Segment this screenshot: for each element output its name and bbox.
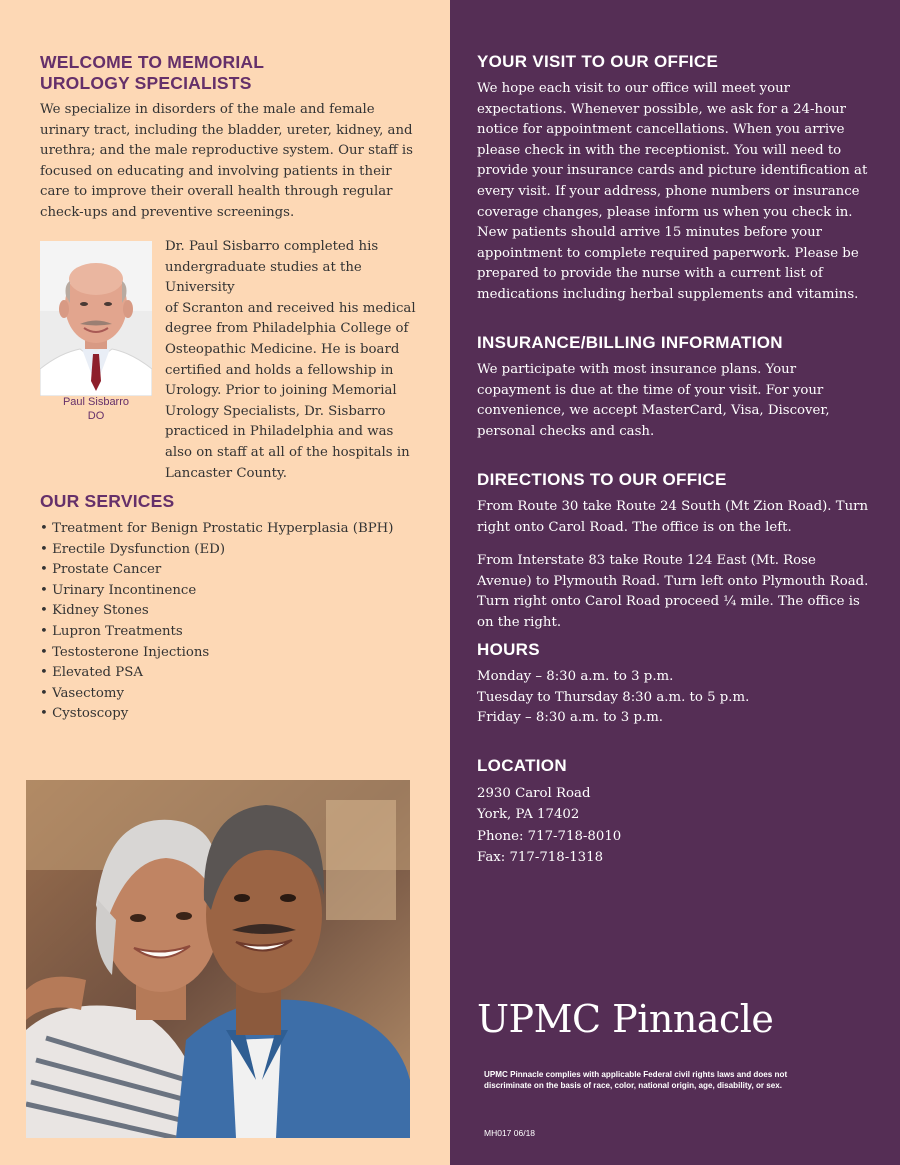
right-column [450,0,900,1165]
insurance-heading: INSURANCE/BILLING INFORMATION [477,333,783,352]
list-item: • Kidney Stones [40,601,420,622]
insurance-paragraph: We participate with most insurance plans. Your copayment is due at the time of your visit. For your convenience, we accept MasterCard, Visa, Discover, personal checks and cash. [477,362,830,439]
services-heading: OUR SERVICES [40,491,175,511]
directions-paragraph-1: From Route 30 take Route 24 South (Mt Zion Road). Turn right onto Carol Road. The office is on the left. [477,499,869,535]
welcome-heading: WELCOME TO MEMORIAL UROLOGY SPECIALISTS [40,52,265,93]
couple-photo [26,780,410,1138]
directions-heading: DIRECTIONS TO OUR OFFICE [477,470,727,489]
hours-heading: HOURS [477,640,540,659]
list-item: • Prostate Cancer [40,560,420,581]
address-phone: Phone: 717-718-8010 [477,828,622,844]
location-address [477,783,872,868]
directions-paragraph-2: From Interstate 83 take Route 124 East (Mt. Rose Avenue) to Plymouth Road. Turn left onto Plymouth Road. Turn right onto Carol Road proceed ¼ mile. The office is on the right. [477,553,869,630]
list-item: • Erectile Dysfunction (ED) [40,540,420,561]
list-item: • Urinary Incontinence [40,581,420,602]
address-fax: Fax: 717-718-1318 [477,849,604,865]
welcome-paragraph: We specialize in disorders of the male and female urinary tract, including the bladder, ureter, kidney, and urethra; and the male reproductive system. Our staff is focused on educating and involving patients in their care to improve their overall health through regular check-ups and preventive screenings. [40,102,413,220]
address-city: York, PA 17402 [477,807,580,823]
address-street: 2930 Carol Road [477,786,591,801]
hours-list [477,667,872,729]
doctor-caption: Paul Sisbarro DO [62,396,130,422]
services-list [40,519,420,725]
doctor-photo [40,241,152,396]
list-item: • Lupron Treatments [40,622,420,643]
document-code: MH017 06/18 [484,1128,536,1138]
list-item: • Elevated PSA [40,663,420,684]
hours-line: Friday – 8:30 a.m. to 3 p.m. [477,710,664,726]
civil-rights-notice: UPMC Pinnacle complies with applicable Federal civil rights laws and does not discriminate on the basis of race, color, national origin, age, disability, or sex. [484,1070,788,1090]
list-item: • Testosterone Injections [40,643,420,664]
doctor-bio: Dr. Paul Sisbarro completed his undergraduate studies at the University of Scranton and received his medical degree from Philadelphia College of Osteopathic Medicine. He is board certified and holds a fellowship in Urology. Prior to joining Memorial Urology Specialists, Dr. Sisbarro practiced in Philadelphia and was also on staff at all of the hospitals in Lancaster County. [165,239,416,481]
location-heading: LOCATION [477,756,567,775]
visit-paragraph: We hope each visit to our office will meet your expectations. Whenever possible, we ask for a 24-hour notice for appointment cancellations. When you arrive please check in with the receptionist. You will need to provide your insurance cards and picture identification at every visit. If your address, phone numbers or insurance coverage changes, please inform us when you check in. New patients should arrive 15 minutes before your appointment to complete required paperwork. Please be prepared to provide the nurse with a current list of medications including herbal supplements and vitamins. [477,81,868,302]
visit-heading: YOUR VISIT TO OUR OFFICE [477,52,719,71]
hours-line: Monday – 8:30 a.m. to 3 p.m. [477,669,674,684]
hours-line: Tuesday to Thursday 8:30 a.m. to 5 p.m. [477,689,750,705]
upmc-pinnacle-logo: UPMC Pinnacle [477,997,774,1041]
list-item: • Vasectomy [40,684,420,705]
list-item: • Cystoscopy [40,704,420,725]
list-item: • Treatment for Benign Prostatic Hyperplasia (BPH) [40,519,420,540]
